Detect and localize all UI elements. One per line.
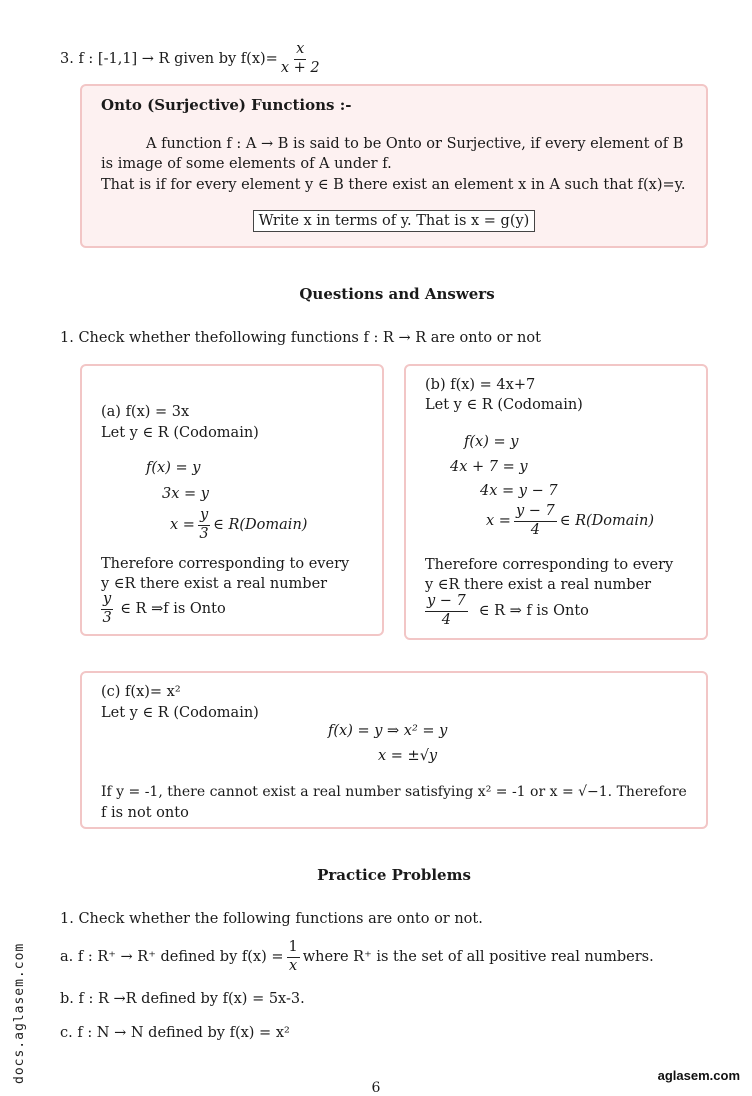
part-b-c3-num: y − 7 (425, 594, 468, 612)
part-a-eq-2: 3x = y (162, 486, 209, 502)
part-c-title: (c) f(x)= x² (101, 684, 181, 700)
part-c-conclusion-1: If y = -1, there cannot exist a real number satisfying x² = -1 or x = √−1. Therefore (101, 784, 687, 800)
part-b-conclusion-2: y ∈R there exist a real number (425, 577, 652, 593)
practice-item-c: c. f : N → N defined by f(x) = x² (60, 1025, 290, 1041)
part-b-c3-den: 4 (441, 611, 452, 628)
part-b-let: Let y ∈ R (Codomain) (425, 397, 583, 413)
part-c-let: Let y ∈ R (Codomain) (101, 705, 259, 721)
part-a-conclusion-2: y ∈R there exist a real number (101, 576, 328, 592)
part-b-eq-4 (486, 504, 654, 539)
part-a-eq-3-rhs: ∈ R(Domain) (213, 517, 308, 534)
part-b-eq-4-lhs: x = (486, 513, 511, 530)
part-a-c3-den: 3 (102, 609, 112, 626)
part-a-eq-1: f(x) = y (146, 460, 201, 476)
part-a-c3-num: y (101, 592, 113, 610)
part-b-conclusion-3 (422, 594, 589, 629)
part-a-eq-3-lhs: x = (170, 517, 195, 534)
site-label: aglasem.com (657, 1068, 740, 1083)
part-b-eq-1: f(x) = y (464, 434, 519, 450)
part-a-conclusion-1: Therefore corresponding to every (101, 556, 350, 572)
onto-definition-box (80, 84, 708, 248)
qa-heading: Questions and Answers (299, 285, 495, 303)
item-3-fraction (281, 42, 320, 77)
practice-item-b: b. f : R →R defined by f(x) = 5x-3. (60, 991, 305, 1007)
part-a-c3-rest: ∈ R ⇒f is Onto (120, 601, 226, 618)
practice-item-1: 1. Check whether the following functions are onto or not. (60, 911, 483, 927)
part-a-conclusion-3 (98, 592, 226, 627)
item-3 (60, 42, 323, 77)
part-b-title: (b) f(x) = 4x+7 (425, 377, 536, 393)
part-a-eq-3-den: 3 (199, 525, 209, 542)
onto-title: Onto (Surjective) Functions :- (101, 96, 352, 114)
onto-line-3: That is if for every element y ∈ B there exist an element x in A such that f(x)=y. (101, 177, 686, 193)
onto-boxed-row (82, 210, 706, 232)
part-c-eq-2: x = ±√y (378, 748, 438, 764)
side-watermark: docs.aglasem.com (12, 942, 27, 1084)
part-b-c3-rest: ∈ R ⇒ f is Onto (478, 603, 589, 620)
practice-item-a (60, 940, 654, 975)
part-c-eq-1: f(x) = y ⇒ x² = y (328, 723, 448, 739)
practice-item-a-den: x (289, 957, 298, 974)
part-a-let: Let y ∈ R (Codomain) (101, 425, 259, 441)
practice-item-a-num: 1 (287, 940, 300, 958)
part-b-eq-3: 4x = y − 7 (480, 483, 558, 499)
part-c-conclusion-2: f is not onto (101, 805, 189, 821)
practice-heading: Practice Problems (317, 866, 471, 884)
part-b-eq-2: 4x + 7 = y (450, 459, 528, 475)
part-b-conclusion-1: Therefore corresponding to every (425, 557, 674, 573)
onto-boxed-note: Write x in terms of y. That is x = g(y) (253, 210, 536, 232)
onto-line-2: is image of some elements of A under f. (101, 156, 392, 172)
part-a-box (80, 364, 384, 636)
item-3-numerator: x (294, 42, 306, 60)
part-c-box (80, 671, 708, 829)
part-b-box (404, 364, 708, 640)
question-1: 1. Check whether thefollowing functions f : R → R are onto or not (60, 330, 541, 346)
part-b-eq-4-rhs: ∈ R(Domain) (559, 513, 655, 530)
part-a-eq-3 (170, 508, 307, 543)
page-number: 6 (371, 1080, 381, 1096)
practice-item-a-pre: a. f : R⁺ → R⁺ defined by f(x) = (60, 949, 284, 966)
part-a-title: (a) f(x) = 3x (101, 404, 190, 420)
part-b-eq-4-den: 4 (530, 521, 540, 538)
part-a-eq-3-num: y (198, 508, 210, 526)
item-3-label: 3. f : [-1,1] → R given by f(x)= (60, 51, 278, 68)
part-b-eq-4-num: y − 7 (514, 504, 557, 522)
item-3-denominator: x + 2 (280, 59, 320, 76)
practice-item-a-post: where R⁺ is the set of all positive real numbers. (302, 949, 654, 966)
onto-line-1: A function f : A → B is said to be Onto or Surjective, if every element of B (146, 136, 684, 152)
